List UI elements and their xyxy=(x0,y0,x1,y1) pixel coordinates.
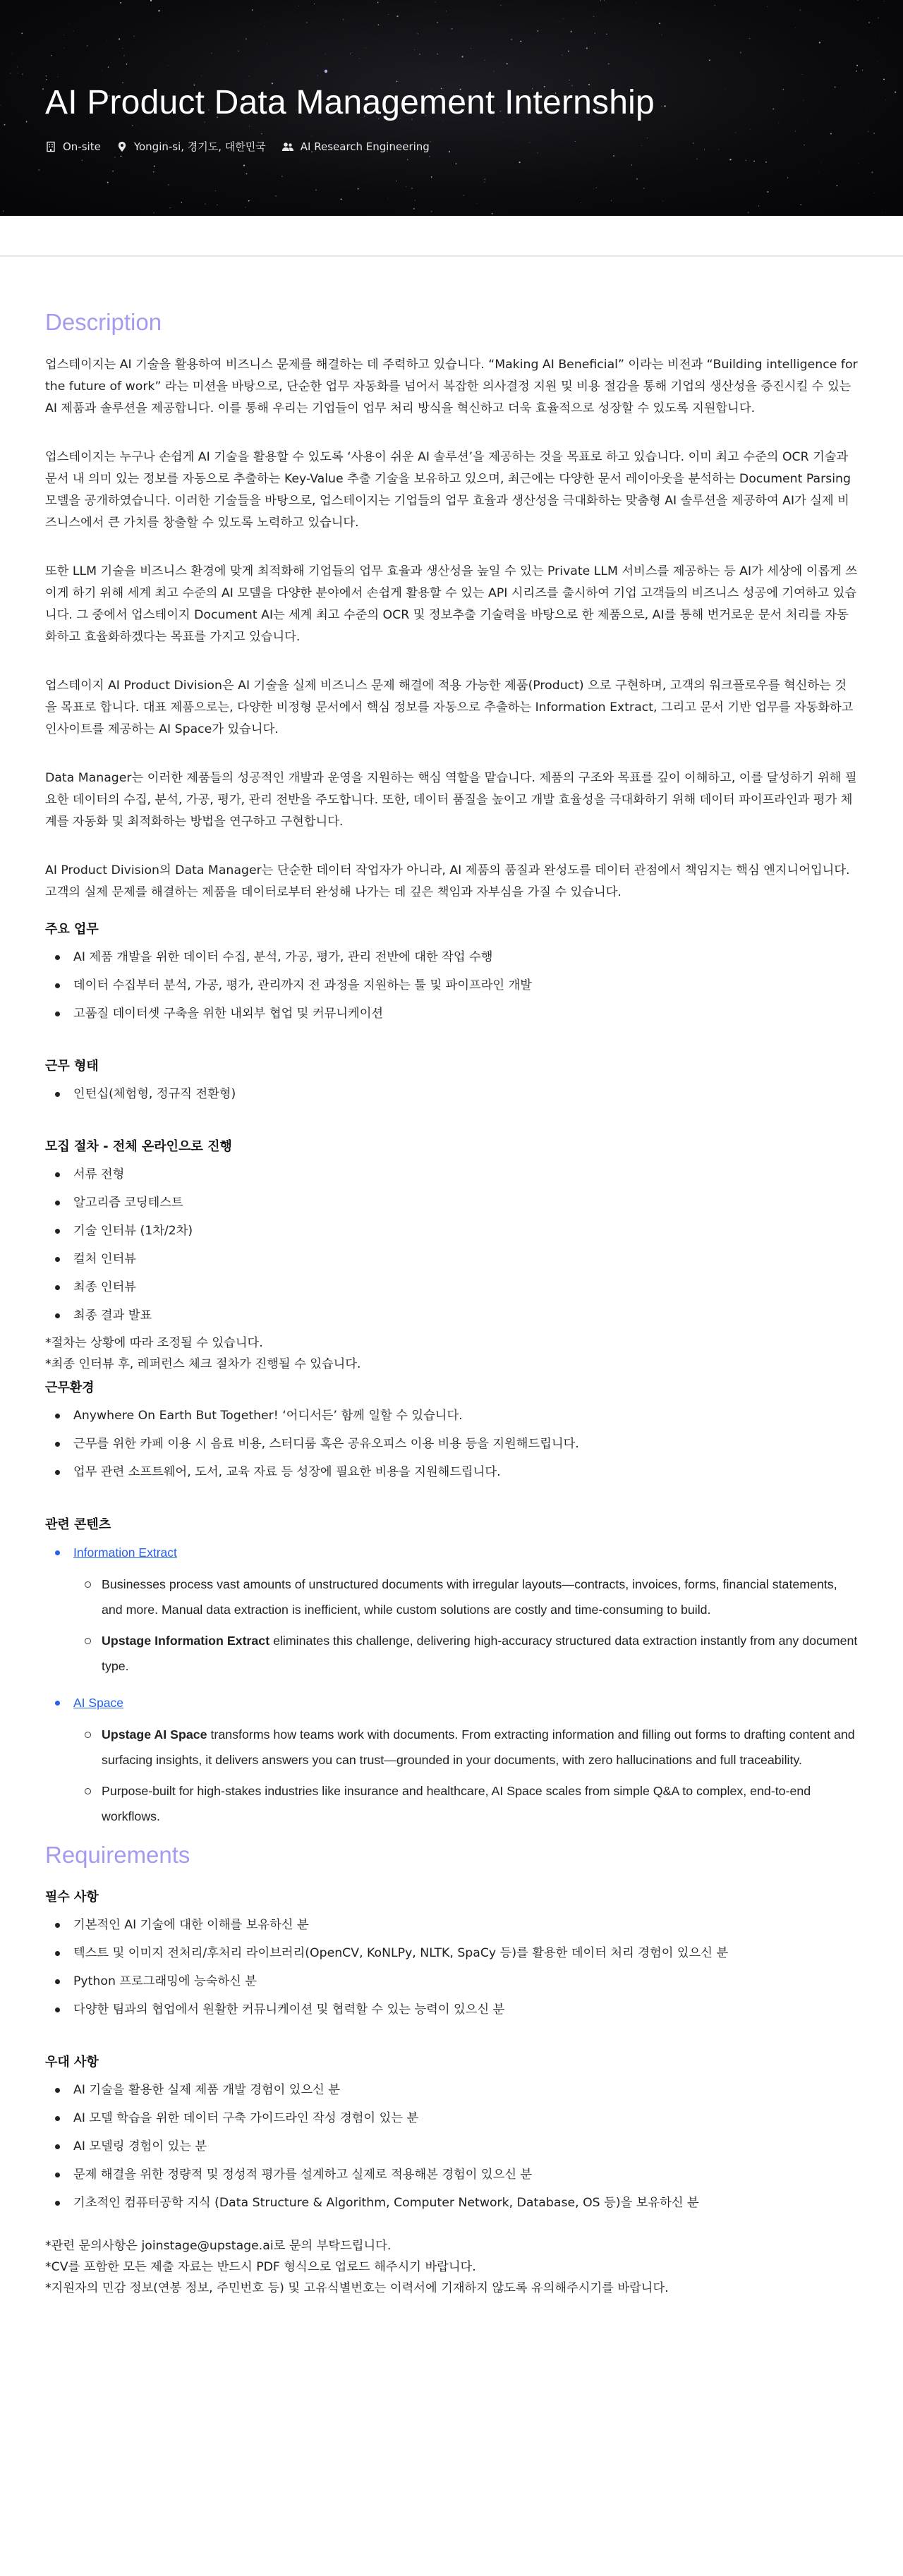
star xyxy=(654,69,655,70)
star xyxy=(4,124,6,126)
list-item: 기본적인 AI 기술에 대한 이해를 보유하신 분 xyxy=(73,1911,858,1939)
star xyxy=(22,73,23,75)
meta-team xyxy=(281,140,430,153)
description-paragraph: 업스테이지 AI Product Division은 AI 기술을 실제 비즈니스 문제 해결에 적용 가능한 제품(Product) 으로 구현하며, 고객의 워크플로우를 혁신하는 것을 목표로 합니다. 대표 제품으로는, 다양한 비정형 문서에서 핵심 정보를 자동으로 추출하는 Information Extract, 그리고 문서 기반 업무를 자동화하고 인사이트를 제공하는 AI Space가 있습니다. xyxy=(45,679,854,736)
star xyxy=(64,47,65,48)
star xyxy=(38,169,40,171)
related-item-information-extract xyxy=(73,1538,858,1679)
meta-location xyxy=(116,139,266,154)
star xyxy=(170,207,171,208)
list-item xyxy=(102,1778,858,1829)
star xyxy=(120,2,121,4)
star xyxy=(895,92,896,93)
star xyxy=(150,0,152,1)
required-list xyxy=(45,1911,858,2024)
star xyxy=(593,188,594,189)
star xyxy=(246,38,247,40)
star xyxy=(613,155,614,157)
list-item: 기술 인터뷰 (1차/2차) xyxy=(73,1217,858,1245)
star xyxy=(750,129,751,130)
star xyxy=(664,105,665,107)
star xyxy=(10,73,11,74)
star xyxy=(73,31,74,32)
star xyxy=(484,182,485,183)
users-icon xyxy=(281,141,294,152)
list-item: 업무 관련 소프트웨어, 도서, 교육 자료 등 성장에 필요한 비용을 지원해드립니다. xyxy=(73,1458,858,1486)
list-item: 고품질 데이터셋 구축을 위한 내외부 협업 및 커뮤니케이션 xyxy=(73,1000,858,1028)
team-label: AI Research Engineering xyxy=(300,140,430,153)
star xyxy=(462,56,463,57)
star xyxy=(396,16,398,17)
star xyxy=(735,132,737,133)
process-note: *절차는 상황에 따라 조정될 수 있습니다. xyxy=(45,1336,263,1350)
star xyxy=(858,163,859,164)
list-item: Python 프로그래밍에 능숙하신 분 xyxy=(73,1967,858,1995)
star xyxy=(51,55,52,56)
star xyxy=(317,75,318,76)
star xyxy=(862,70,863,71)
star xyxy=(590,1,591,2)
star xyxy=(452,28,453,30)
star xyxy=(429,156,430,157)
sub-item-text: transforms how teams work with documents. From extracting information and filling out forms to drafting content and surfacing insights, it delivers answers you can trust—grounded in your documents, with zero hallucinations and full traceability. xyxy=(102,1727,855,1767)
star xyxy=(878,17,879,18)
star xyxy=(611,200,612,201)
sub-item-text: eliminates this challenge, delivering high-accuracy structured data extraction instantly from any document type. xyxy=(102,1634,858,1673)
star xyxy=(836,185,837,186)
star xyxy=(803,100,804,101)
list-item: 최종 결과 발표 xyxy=(73,1301,858,1330)
process-heading: 모집 절차 - 전체 온라인으로 진행 xyxy=(45,1139,232,1154)
star xyxy=(343,19,344,20)
location-label: Yongin-si, 경기도, 대한민국 xyxy=(133,140,266,153)
star xyxy=(767,191,768,193)
duties-list xyxy=(45,943,858,1028)
star xyxy=(608,63,610,64)
hero-banner xyxy=(0,0,903,216)
star xyxy=(696,158,698,159)
preferred-heading: 우대 사항 xyxy=(45,2055,99,2070)
description-paragraph: AI Product Division의 Data Manager는 단순한 데이터 작업자가 아니라, AI 제품의 품질과 완성도를 데이터 관점에서 책임지는 핵심 엔지니어입니다. 고객의 실제 문제를 해결하는 제품을 데이터로부터 완성해 나가는 데 깊은 책임과 자부심을 가질 수 있습니다. xyxy=(45,863,850,899)
star xyxy=(783,89,784,90)
hero-content xyxy=(45,83,655,154)
star xyxy=(795,130,796,131)
star xyxy=(500,5,501,6)
list-item xyxy=(102,1572,858,1622)
description-paragraph: 업스테이지는 AI 기술을 활용하여 비즈니스 문제를 해결하는 데 주력하고 있습니다. “Making AI Beneficial” 이라는 비전과 “Building intelligence for the future of work” 라는 미션을 바탕으로, 단순한 업무 자동화를 넘어서 복잡한 의사결정 지원 및 비용 절감을 통해 기업의 생산성을 증진시킬 수 있는 AI 제품과 솔루션을 제공합니다. 이를 통해 우리는 기업들이 업무 처리 방식을 혁신하고 더욱 효율적으로 성장할 수 있도록 지원합니다. xyxy=(45,358,858,415)
star xyxy=(767,6,768,7)
work-type-heading: 근무 형태 xyxy=(45,1059,99,1074)
list-item: AI 기술을 활용한 실제 제품 개발 경험이 있으신 분 xyxy=(73,2076,858,2104)
list-item: AI 제품 개발을 위한 데이터 수집, 분석, 가공, 평가, 관리 전반에 대한 작업 수행 xyxy=(73,943,858,971)
star xyxy=(758,205,759,206)
star xyxy=(856,65,858,66)
star xyxy=(693,142,694,144)
star xyxy=(249,75,250,76)
privacy-note: *지원자의 민감 정보(연봉 정보, 주민번호 등) 및 고유식별번호는 이력서에 기재하지 않도록 유의해주시기를 바랍니다. xyxy=(45,2281,669,2295)
star xyxy=(121,156,122,157)
star xyxy=(82,159,83,161)
star xyxy=(519,162,520,163)
star xyxy=(713,29,714,30)
sub-item-text: Businesses process vast amounts of unstructured documents with irregular layouts—contracts, invoices, forms, financial statements, and more. Manual data extraction is inefficient, while custom solutions are costly and time-consuming to build. xyxy=(102,1577,837,1617)
star xyxy=(593,16,595,18)
star xyxy=(801,74,802,75)
star xyxy=(266,215,267,216)
star xyxy=(378,24,380,25)
star xyxy=(749,38,750,39)
star xyxy=(387,198,388,199)
star xyxy=(341,198,342,200)
list-item: 데이터 수집부터 분석, 가공, 평가, 관리까지 전 과정을 지원하는 툴 및 파이프라인 개발 xyxy=(73,971,858,1000)
star xyxy=(181,202,183,203)
work-type-list xyxy=(45,1080,858,1108)
star xyxy=(563,18,564,19)
preferred-list xyxy=(45,2076,858,2217)
star xyxy=(494,71,495,72)
related-sublist xyxy=(73,1572,858,1679)
star xyxy=(87,45,88,47)
sub-item-text: Purpose-built for high-stakes industries like insurance and healthcare, AI Space scales from simple Q&A to complex, end-to-end workflows. xyxy=(102,1784,811,1823)
star xyxy=(507,63,508,64)
product-name: Upstage AI Space xyxy=(102,1727,207,1742)
star xyxy=(885,99,886,100)
star xyxy=(407,159,408,160)
star xyxy=(358,188,359,190)
star xyxy=(568,51,569,52)
star xyxy=(153,212,154,213)
star xyxy=(571,31,572,32)
star xyxy=(463,195,464,196)
star xyxy=(606,34,607,35)
star xyxy=(819,42,820,43)
product-name: Upstage Information Extract xyxy=(102,1634,270,1648)
environment-heading: 근무환경 xyxy=(45,1380,95,1395)
star xyxy=(411,188,413,189)
description-paragraph: 또한 LLM 기술을 비즈니스 환경에 맞게 최적화해 기업들의 업무 효율과 생산성을 높일 수 있는 Private LLM 서비스를 제공하는 등 AI가 세상에 이롭게 쓰이게 하기 위해 세계 최고 수준의 AI 모델을 다양한 분야에서 손쉽게 활용할 수 있는 API 시리즈를 출시하여 기업 고객들의 비즈니스 성공에 기여하고 있습니다. 그 중에서 업스테이지 Document AI는 세계 최고 수준의 OCR 및 정보추출 기술력을 바탕으로 한 제품으로, AI를 통해 번거로운 문서 처리를 자동화하고 효율화하겠다는 목표를 가지고 있습니다. xyxy=(45,564,858,644)
bright-star xyxy=(325,70,327,73)
star xyxy=(158,10,159,11)
star xyxy=(315,189,317,190)
star xyxy=(396,81,398,83)
meta-workplace xyxy=(45,140,101,153)
star xyxy=(122,48,123,49)
workplace-label: On-site xyxy=(63,140,101,153)
star xyxy=(248,200,250,202)
star xyxy=(765,162,767,163)
star xyxy=(520,41,521,42)
star xyxy=(21,32,23,34)
star xyxy=(46,79,47,80)
list-item xyxy=(102,1628,858,1679)
star xyxy=(68,23,69,24)
star xyxy=(238,50,239,51)
star xyxy=(857,0,858,1)
requirements-heading: Requirements xyxy=(45,1842,190,1868)
star xyxy=(435,1,436,2)
star xyxy=(215,190,216,191)
star xyxy=(153,171,154,173)
star xyxy=(415,200,416,201)
list-item xyxy=(102,1722,858,1773)
list-item: AI 모델링 경험이 있는 분 xyxy=(73,2132,858,2161)
star xyxy=(484,178,485,180)
list-item: 최종 인터뷰 xyxy=(73,1273,858,1301)
ai-space-link[interactable]: AI Space xyxy=(73,1696,124,1710)
pdf-note: *CV를 포함한 모든 제출 자료는 반드시 PDF 형식으로 업로드 해주시기 바랍니다. xyxy=(45,2260,476,2274)
star xyxy=(830,133,832,134)
star xyxy=(659,23,660,24)
list-item: 기초적인 컴퓨터공학 지식 (Data Structure & Algorithm, Computer Network, Database, OS 등)을 보유하신 분 xyxy=(73,2189,858,2217)
star xyxy=(133,36,134,37)
star xyxy=(883,78,885,80)
star xyxy=(377,2,379,4)
star xyxy=(201,75,202,76)
related-item-ai-space xyxy=(73,1689,858,1829)
star xyxy=(275,195,277,197)
star xyxy=(477,203,478,204)
contact-note: *관련 문의사항은 joinstage@upstage.ai로 문의 부탁드립니다. xyxy=(45,2239,392,2253)
star xyxy=(26,121,28,123)
tab-band xyxy=(0,216,903,257)
star xyxy=(359,58,360,59)
related-sublist xyxy=(73,1722,858,1829)
star xyxy=(388,14,389,15)
star xyxy=(17,66,18,68)
star xyxy=(820,162,821,163)
star xyxy=(119,38,120,40)
star xyxy=(835,86,836,87)
star xyxy=(748,212,749,213)
star xyxy=(868,22,869,23)
star xyxy=(154,166,155,167)
required-heading: 필수 사항 xyxy=(45,1890,99,1904)
list-item: 알고리즘 코딩테스트 xyxy=(73,1189,858,1217)
star xyxy=(537,30,538,32)
process-note: *최종 인터뷰 후, 레퍼런스 체크 절차가 진행될 수 있습니다. xyxy=(45,1357,361,1371)
list-item: Anywhere On Earth But Together! ‘어디서든’ 함께 일할 수 있습니다. xyxy=(73,1402,858,1430)
job-content xyxy=(0,257,903,2355)
star xyxy=(431,211,432,212)
job-meta xyxy=(45,139,655,154)
star xyxy=(586,47,588,49)
star xyxy=(600,0,601,1)
star xyxy=(365,48,366,49)
star xyxy=(818,173,819,174)
duties-heading: 주요 업무 xyxy=(45,922,99,937)
star xyxy=(243,165,245,166)
star xyxy=(729,159,731,160)
star xyxy=(787,177,788,178)
star xyxy=(636,178,638,180)
star xyxy=(252,9,253,11)
list-item: 텍스트 및 이미지 전처리/후처리 라이브러리(OpenCV, KoNLPy, NLTK, SpaCy 등)를 활용한 데이터 처리 경험이 있으신 분 xyxy=(73,1939,858,1967)
list-item: 다양한 팀과의 협업에서 원활한 커뮤니케이션 및 협력할 수 있는 능력이 있으신 분 xyxy=(73,1995,858,2024)
star xyxy=(12,53,13,54)
star xyxy=(746,160,747,162)
star xyxy=(359,61,360,62)
star xyxy=(753,161,755,162)
star xyxy=(631,164,632,165)
star xyxy=(223,163,224,164)
list-item: 컬처 인터뷰 xyxy=(73,1245,858,1273)
star xyxy=(306,22,308,23)
job-title: AI Product Data Management Internship xyxy=(45,84,655,121)
star xyxy=(456,163,457,164)
list-item: 근무를 위한 카페 이용 시 음료 비용, 스터디룸 혹은 공유오피스 이용 비용 등을 지원해드립니다. xyxy=(73,1430,858,1458)
star xyxy=(123,55,125,56)
description-heading: Description xyxy=(45,309,162,335)
star xyxy=(709,60,710,61)
star xyxy=(559,21,560,22)
star xyxy=(772,108,774,109)
star xyxy=(800,10,801,11)
star xyxy=(871,171,873,173)
building-icon xyxy=(45,141,56,152)
star xyxy=(168,184,169,186)
star xyxy=(414,49,415,50)
star xyxy=(484,60,485,61)
star xyxy=(112,171,114,172)
list-item: AI 모델 학습을 위한 데이터 구축 가이드라인 작성 경험이 있는 분 xyxy=(73,2104,858,2132)
star xyxy=(108,66,109,67)
list-item: 인턴십(체험형, 정규직 전환형) xyxy=(73,1080,858,1108)
star xyxy=(57,76,58,77)
process-list xyxy=(45,1160,858,1330)
star xyxy=(661,106,662,107)
star xyxy=(46,75,47,76)
map-pin-icon xyxy=(116,141,128,152)
description-section xyxy=(45,309,858,1829)
related-list xyxy=(45,1538,858,1829)
star xyxy=(559,30,560,31)
star xyxy=(492,213,493,214)
star xyxy=(604,0,605,1)
requirements-section xyxy=(45,1842,858,2299)
description-paragraph: 업스테이지는 누구나 손쉽게 AI 기술을 활용할 수 있도록 ‘사용이 쉬운 AI 솔루션’을 제공하는 것을 목표로 하고 있습니다. 이미 최고 수준의 OCR 기술과 문서 내 의미 있는 정보를 자동으로 추출하는 Key-Value 추출 기술을 보유하고 있으며, 최근에는 다양한 문서 레이아웃을 분석하는 Document Parsing 모델을 공개하였습니다. 이러한 기술들을 바탕으로, 업스테이지는 기업들의 업무 효율과 생산성을 극대화하는 맞춤형 AI 솔루션을 제공하여 AI가 실제 비즈니스에서 큰 가치를 창출할 수 있도록 노력하고 있습니다. xyxy=(45,450,851,530)
star xyxy=(431,176,432,178)
star xyxy=(594,32,595,34)
star xyxy=(246,173,247,174)
list-item: 서류 전형 xyxy=(73,1160,858,1189)
star xyxy=(3,211,4,212)
environment-list xyxy=(45,1402,858,1486)
star xyxy=(419,54,420,55)
star xyxy=(413,208,415,209)
related-heading: 관련 콘텐츠 xyxy=(45,1517,111,1532)
star xyxy=(856,71,857,72)
star xyxy=(662,201,663,202)
star xyxy=(126,63,128,65)
description-paragraph: Data Manager는 이러한 제품들의 성공적인 개발과 운영을 지원하는 핵심 역할을 맡습니다. 제품의 구조와 목표를 깊이 이해하고, 이를 달성하기 위해 필요한 데이터의 수집, 분석, 가공, 평가, 관리 전반을 주도합니다. 또한, 데이터 품질을 높이고 개발 효율성을 극대화하기 위해 데이터 파이프라인과 평가 체계를 자동화 및 최적화하는 방법을 연구하고 구현합니다. xyxy=(45,771,857,829)
star xyxy=(114,157,116,158)
list-item: 문제 해결을 위한 정량적 및 정성적 평가를 설계하고 실제로 적용해본 경험이 있으신 분 xyxy=(73,2161,858,2189)
star xyxy=(511,39,512,40)
star xyxy=(0,104,1,105)
star xyxy=(107,182,109,183)
star xyxy=(740,51,741,53)
star xyxy=(42,88,44,90)
information-extract-link[interactable]: Information Extract xyxy=(73,1545,177,1560)
